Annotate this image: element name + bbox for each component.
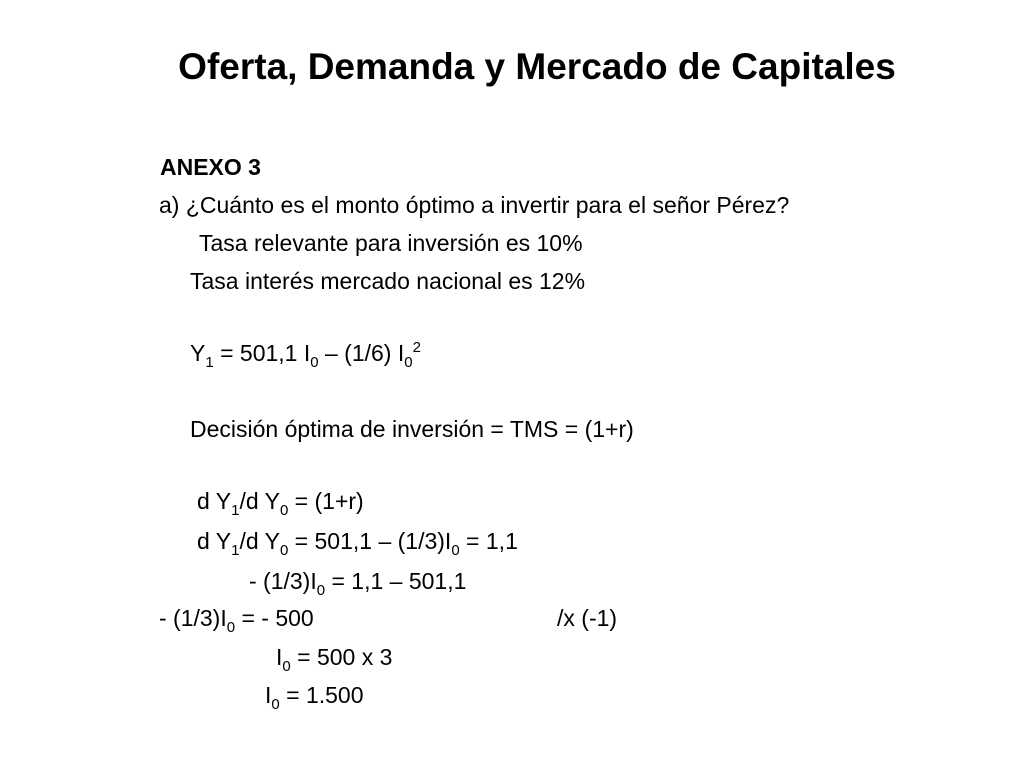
eq2-part-3: = (1+r)	[288, 488, 364, 514]
simplified-equation	[159, 605, 314, 636]
derivative-equation	[197, 528, 518, 559]
eq1-y: Y	[190, 340, 206, 366]
eq1-term-a-subscript: 0	[310, 354, 319, 371]
annex-label: ANEXO 3	[160, 154, 261, 180]
eq6-part-2: = 500 x 3	[290, 644, 393, 670]
eq1-term-b-superscript: 2	[412, 339, 421, 356]
eq2-subscript-2: 0	[279, 502, 289, 519]
eq1-term-b: – (1/6) I	[318, 340, 405, 366]
multiplication-equation	[276, 644, 393, 675]
eq7-subscript-1: 0	[271, 696, 280, 713]
eq1-term-b-subscript: 0	[404, 354, 413, 371]
production-function-equation	[190, 339, 421, 371]
eq2-part-2: /d Y	[239, 488, 280, 514]
eq5-part-2: = - 500	[235, 605, 314, 631]
eq4-subscript-1: 0	[316, 582, 326, 599]
eq4-part-2: = 1,1 – 501,1	[325, 568, 467, 594]
eq1-term-a: = 501,1 I	[213, 340, 311, 366]
slide-title: Oferta, Demanda y Mercado de Capitales	[178, 46, 896, 87]
eq3-part-2: /d Y	[239, 528, 280, 554]
eq3-part-1: d Y	[197, 528, 232, 554]
eq2-part-1: d Y	[197, 488, 232, 514]
derivative-condition-equation	[197, 488, 364, 519]
investment-rate-text: Tasa relevante para inversión es 10%	[199, 230, 583, 256]
eq3-subscript-3: 0	[451, 542, 460, 559]
eq4-part-1: - (1/3)I	[249, 568, 317, 594]
decision-rule-text: Decisión óptima de inversión = TMS = (1+r)	[190, 416, 634, 442]
eq5-subscript-1: 0	[226, 619, 236, 636]
eq6-part-1: I	[276, 644, 283, 670]
eq6-subscript-1: 0	[282, 658, 291, 675]
question-text: a) ¿Cuánto es el monto óptimo a invertir para el señor Pérez?	[159, 192, 790, 218]
eq2-subscript-1: 1	[231, 502, 240, 519]
eq1-y-subscript: 1	[205, 354, 214, 371]
eq3-part-3: = 501,1 – (1/3)I	[288, 528, 452, 554]
multiply-note: /x (-1)	[557, 605, 618, 631]
eq3-subscript-1: 1	[231, 542, 240, 559]
eq7-part-1: I	[265, 682, 272, 708]
eq3-part-4: = 1,1	[459, 528, 518, 554]
result-equation	[265, 682, 364, 713]
eq3-subscript-2: 0	[279, 542, 289, 559]
eq7-part-2: = 1.500	[279, 682, 364, 708]
market-rate-text: Tasa interés mercado nacional es 12%	[190, 268, 586, 294]
eq5-part-1: - (1/3)I	[159, 605, 227, 631]
solve-step-equation	[249, 568, 467, 599]
